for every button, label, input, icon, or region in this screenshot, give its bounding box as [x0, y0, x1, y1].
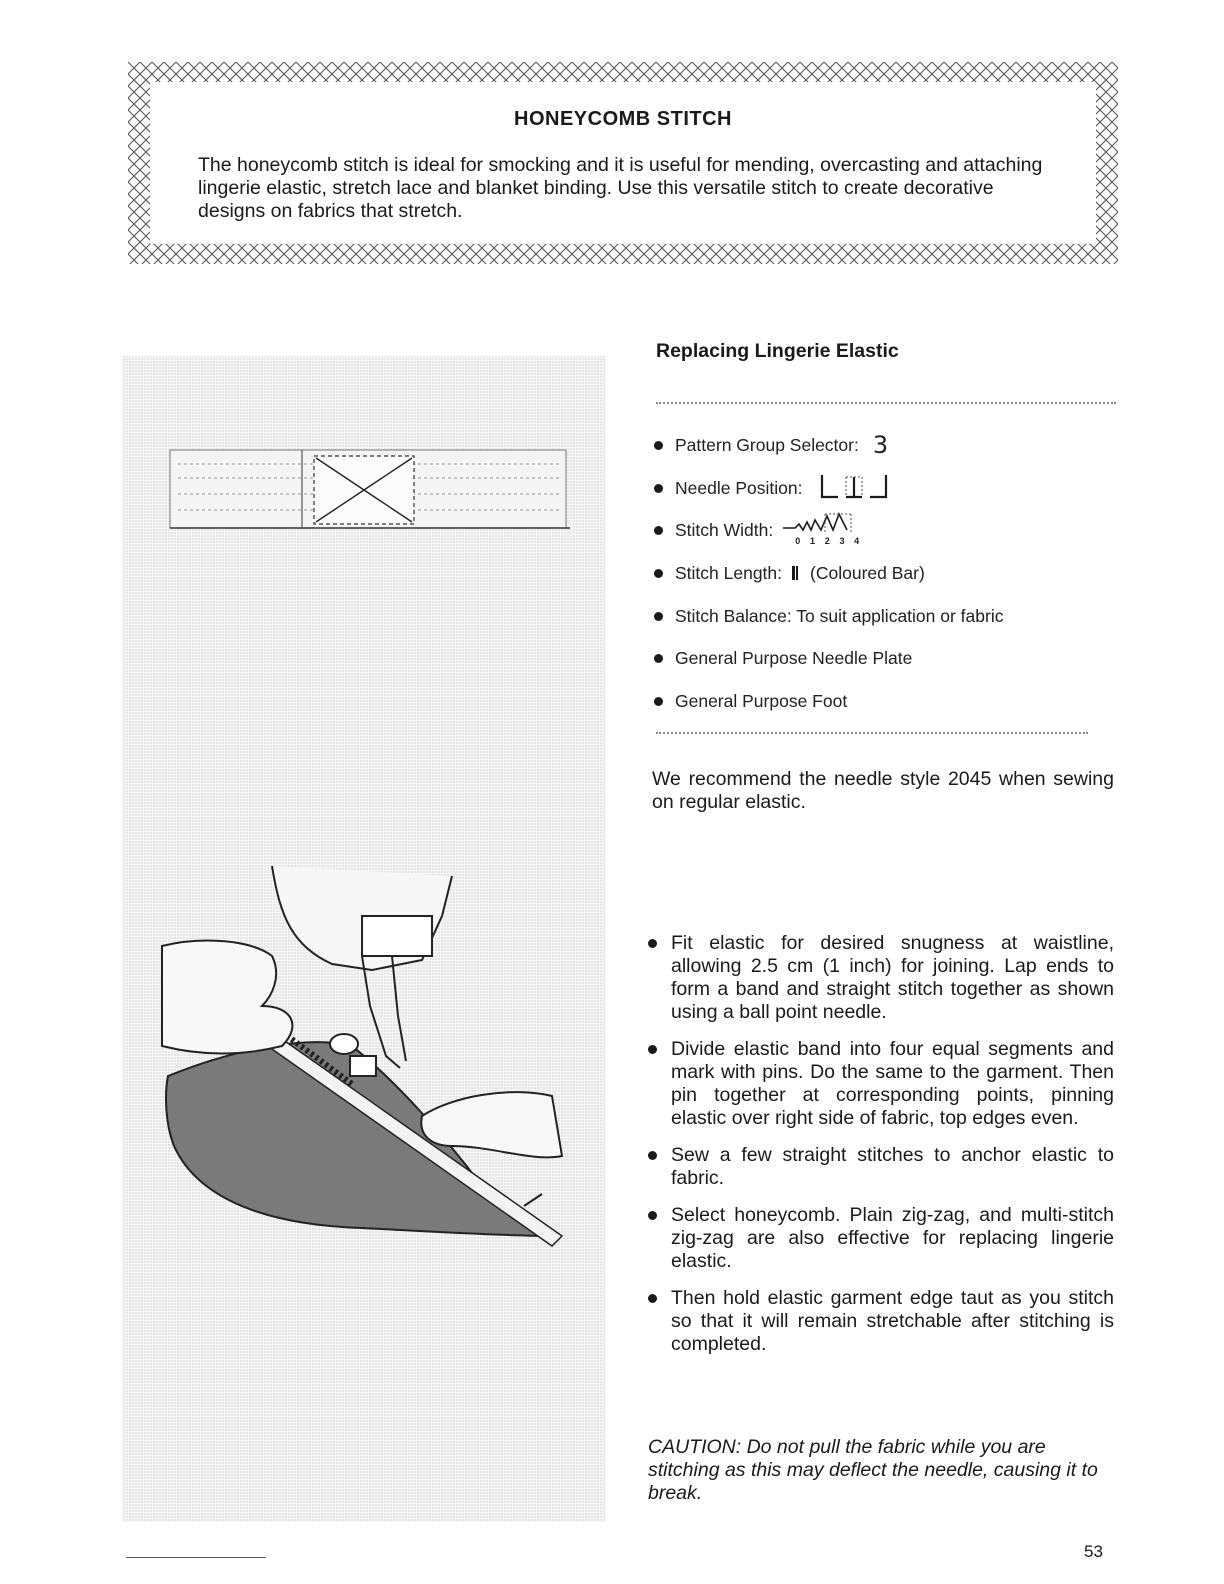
sewing-illustration: [122, 356, 606, 1522]
left-hand: [162, 941, 292, 1054]
step-item: [648, 1287, 1114, 1356]
bullet-icon: [648, 1045, 657, 1054]
divider-bottom: [656, 732, 1088, 734]
bullet-icon: [654, 654, 663, 663]
page-number: 53: [1084, 1542, 1103, 1561]
foot-text: General Purpose Foot: [675, 690, 848, 711]
intro-description: The honeycomb stitch is ideal for smocking and it is useful for mending, overcasting and attaching lingerie elastic, stretch lace and blanket binding. Use this versatile stitch to create decorative designs on fabrics that stretch.: [198, 154, 1043, 222]
instruction-steps: [648, 932, 1114, 1370]
step-item: [648, 1204, 1114, 1273]
step-text: Select honeycomb. Plain zig-zag, and multi-stitch zig-zag are also effective for replacing lingerie elastic.: [671, 1204, 1114, 1272]
bullet-icon: [654, 569, 663, 578]
step-text: Divide elastic band into four equal segments and mark with pins. Do the same to the garment. Then pin together at corresponding points, pinning elastic over right side of fabric, top edges even.: [671, 1038, 1114, 1129]
header-inner-panel: [150, 82, 1096, 244]
needle-recommendation: We recommend the needle style 2045 when sewing on regular elastic.: [652, 768, 1114, 813]
stitch-balance-text: Stitch Balance: To suit application or fabric: [675, 605, 1004, 626]
width-scale-3: 3: [839, 535, 845, 546]
bullet-icon: [648, 1151, 657, 1160]
width-scale-0: 0: [795, 535, 801, 546]
stitch-length-value: (Coloured Bar): [810, 562, 925, 583]
setting-needle-plate: [654, 637, 1124, 680]
page-title: HONEYCOMB STITCH: [514, 108, 732, 130]
width-scale-4: 4: [854, 535, 860, 546]
step-text: Then hold elastic garment edge taut as you stitch so that it will remain stretchable after stitching is completed.: [671, 1287, 1114, 1355]
needle-position-label: Needle Position:: [675, 477, 803, 498]
step-text: Fit elastic for desired snugness at waistline, allowing 2.5 cm (1 inch) for joining. Lap ends to form a band and straight stitch together as shown using a ball point needle.: [671, 932, 1114, 1023]
bullet-icon: [654, 697, 663, 706]
elastic-sample-strip: [170, 450, 570, 528]
step-item: [648, 932, 1114, 1024]
setting-pattern-group: [654, 424, 1124, 467]
bullet-icon: [654, 612, 663, 621]
caution-note: CAUTION: Do not pull the fabric while you are stitching as this may deflect the needle, causing it to break.: [648, 1436, 1098, 1504]
setting-needle-position: [654, 467, 1124, 510]
section-heading: Replacing Lingerie Elastic: [656, 340, 899, 362]
bullet-icon: [648, 1294, 657, 1303]
stitch-width-zigzag-icon: [781, 512, 881, 538]
stitch-width-label: Stitch Width:: [675, 520, 774, 541]
stitch-length-label: Stitch Length:: [675, 562, 783, 583]
setting-stitch-balance: [654, 595, 1124, 638]
width-scale-1: 1: [809, 535, 815, 546]
coloured-bar-icon: [790, 565, 800, 581]
bullet-icon: [648, 939, 657, 948]
bullet-icon: [648, 1211, 657, 1220]
pattern-group-label: Pattern Group Selector:: [675, 434, 859, 455]
setting-stitch-length: [654, 552, 1124, 595]
pin: [524, 1194, 542, 1206]
machine-settings-list: [654, 424, 1124, 723]
machine-head: [272, 866, 452, 1068]
footer-rule: [126, 1557, 266, 1558]
needle-position-icon: [814, 471, 898, 505]
step-text: Sew a few straight stitches to anchor elastic to fabric.: [671, 1144, 1114, 1189]
step-item: [648, 1038, 1114, 1130]
bullet-icon: [654, 484, 663, 493]
setting-stitch-width: [654, 509, 1124, 552]
step-item: [648, 1144, 1114, 1190]
bullet-icon: [654, 441, 663, 450]
bullet-icon: [654, 526, 663, 535]
width-scale-2: 2: [824, 535, 830, 546]
honeycomb-stitch-box: [128, 62, 1118, 264]
divider-top: [656, 402, 1116, 404]
pattern-group-value: 3: [872, 431, 889, 460]
setting-foot: [654, 680, 1124, 723]
needle-plate-text: General Purpose Needle Plate: [675, 648, 913, 669]
